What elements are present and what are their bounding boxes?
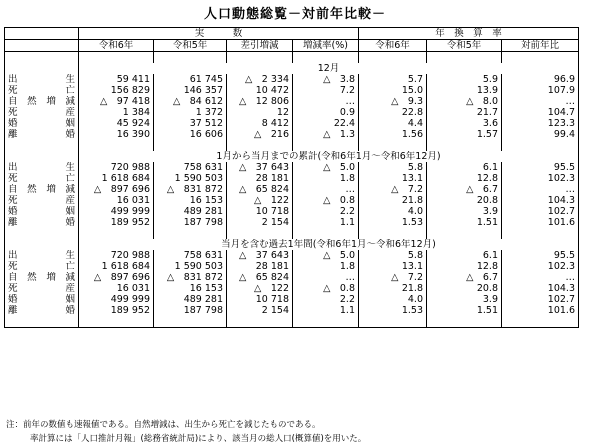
table-cell: 102.7 — [502, 294, 579, 305]
table-cell: 21.7 — [427, 107, 502, 118]
table-cell: △ 0.8 — [293, 283, 359, 294]
table-cell: 758 631 — [154, 162, 227, 173]
row-label — [5, 96, 79, 107]
table-cell: △ 84 612 — [154, 96, 227, 107]
spacer-cell — [427, 316, 502, 328]
table-row — [5, 206, 579, 217]
table-cell: 1 384 — [79, 107, 154, 118]
table-cell: △ 65 824 — [227, 272, 293, 283]
table-cell: 5.9 — [427, 74, 502, 85]
row-label-text: 出 生 — [8, 162, 75, 173]
table-cell: 2 154 — [227, 217, 293, 228]
table-cell: 12.8 — [427, 261, 502, 272]
table-cell: △ 216 — [227, 129, 293, 140]
table-row — [5, 283, 579, 294]
table-cell: 1 590 503 — [154, 173, 227, 184]
table-cell: 28 181 — [227, 173, 293, 184]
table-cell: 1.57 — [427, 129, 502, 140]
table-cell: △ 5.0 — [293, 250, 359, 261]
table-cell: 21.8 — [359, 283, 427, 294]
table-cell: 102.3 — [502, 173, 579, 184]
row-label-text: 婚 姻 — [8, 118, 75, 129]
table-cell: 5.7 — [359, 74, 427, 85]
spacer-cell — [154, 52, 227, 64]
table-row — [5, 129, 579, 140]
table-cell: 0.9 — [293, 107, 359, 118]
spacer-cell — [427, 52, 502, 64]
table-row — [5, 85, 579, 96]
table-cell: … — [502, 184, 579, 195]
col-header: 令和6年 — [79, 40, 154, 52]
table-cell: 16 031 — [79, 283, 154, 294]
table-cell: 1.53 — [359, 217, 427, 228]
row-label — [5, 118, 79, 129]
spacer-cell — [227, 228, 293, 239]
table-cell: 59 411 — [79, 74, 154, 85]
vital-statistics-table — [4, 27, 579, 328]
table-cell: 3.6 — [427, 118, 502, 129]
table-row — [5, 195, 579, 206]
table-cell: 720 988 — [79, 162, 154, 173]
table-cell: 489 281 — [154, 206, 227, 217]
table-cell: 13.9 — [427, 85, 502, 96]
row-label — [5, 74, 79, 85]
table-cell: 104.7 — [502, 107, 579, 118]
row-label-text: 死 亡 — [8, 261, 75, 272]
table-cell: 12 — [227, 107, 293, 118]
table-cell: △ 897 696 — [79, 272, 154, 283]
col-header: 差引増減 — [227, 40, 293, 52]
table-cell: 1.8 — [293, 261, 359, 272]
table-row — [5, 118, 579, 129]
header-group-rate: 年 換 算 率 — [359, 28, 579, 40]
row-label-text: 離 婚 — [8, 217, 75, 228]
row-label — [5, 217, 79, 228]
table-cell: 4.0 — [359, 206, 427, 217]
table-cell: 2.2 — [293, 294, 359, 305]
spacer-cell — [79, 140, 154, 151]
col-header: 対前年比 — [502, 40, 579, 52]
row-label-text: 死 亡 — [8, 85, 75, 96]
section-title: 当月を含む過去1年間(令和6年1月～令和6年12月) — [79, 239, 579, 250]
table-cell: △ 7.2 — [359, 184, 427, 195]
row-label-text: 死 亡 — [8, 173, 75, 184]
table-cell: 95.5 — [502, 250, 579, 261]
row-label — [5, 184, 79, 195]
spacer-cell — [154, 316, 227, 328]
table-cell: 7.2 — [293, 85, 359, 96]
table-row — [5, 250, 579, 261]
spacer-cell — [293, 52, 359, 64]
table-cell: 8 412 — [227, 118, 293, 129]
table-row — [5, 217, 579, 228]
table-cell: 187 798 — [154, 217, 227, 228]
row-label-text: 離 婚 — [8, 129, 75, 140]
table-cell: 10 718 — [227, 206, 293, 217]
table-cell: △ 897 696 — [79, 184, 154, 195]
col-header: 令和5年 — [154, 40, 227, 52]
header-corner-lower — [5, 40, 79, 52]
table-cell: 13.1 — [359, 173, 427, 184]
table-cell: △ 12 806 — [227, 96, 293, 107]
spacer-cell — [5, 316, 79, 328]
table-cell: 107.9 — [502, 85, 579, 96]
table-cell: 101.6 — [502, 305, 579, 316]
table-cell: 10 472 — [227, 85, 293, 96]
table-cell: 1 372 — [154, 107, 227, 118]
table-cell: 123.3 — [502, 118, 579, 129]
footnote: 率計算には「人口推計月報」(総務省統計局)により、該当月の総人口(概算値)を用いた。 — [30, 434, 367, 444]
table-cell: … — [502, 96, 579, 107]
row-label — [5, 85, 79, 96]
row-label — [5, 162, 79, 173]
col-header: 令和6年 — [359, 40, 427, 52]
table-cell: 95.5 — [502, 162, 579, 173]
table-cell: 4.4 — [359, 118, 427, 129]
spacer-cell — [359, 140, 427, 151]
table-cell: 3.9 — [427, 294, 502, 305]
spacer-cell — [293, 140, 359, 151]
table-cell: 5.8 — [359, 250, 427, 261]
table-cell: 104.3 — [502, 283, 579, 294]
spacer-cell — [5, 228, 79, 239]
row-label-text: 婚 姻 — [8, 294, 75, 305]
table-cell: … — [293, 96, 359, 107]
spacer-cell — [293, 228, 359, 239]
table-cell: 22.8 — [359, 107, 427, 118]
table-cell: 720 988 — [79, 250, 154, 261]
section-title-label-cell — [5, 151, 79, 162]
row-label-text: 出 生 — [8, 74, 75, 85]
spacer-cell — [154, 228, 227, 239]
table-cell: △ 831 872 — [154, 272, 227, 283]
table-cell: 12.8 — [427, 173, 502, 184]
table-cell: 758 631 — [154, 250, 227, 261]
spacer-cell — [5, 140, 79, 151]
spacer-cell — [502, 140, 579, 151]
table-cell: 156 829 — [79, 85, 154, 96]
table-cell: 1 618 684 — [79, 261, 154, 272]
row-label — [5, 250, 79, 261]
table-cell: 2.2 — [293, 206, 359, 217]
table-cell: △ 6.7 — [427, 184, 502, 195]
table-cell: △ 122 — [227, 195, 293, 206]
spacer-cell — [293, 316, 359, 328]
spacer-cell — [359, 52, 427, 64]
table-cell: 15.0 — [359, 85, 427, 96]
row-label — [5, 294, 79, 305]
table-cell: 1 618 684 — [79, 173, 154, 184]
table-cell: 1.1 — [293, 217, 359, 228]
row-label — [5, 261, 79, 272]
table-cell: 16 031 — [79, 195, 154, 206]
table-cell: △ 9.3 — [359, 96, 427, 107]
table-row — [5, 184, 579, 195]
table-cell: 102.3 — [502, 261, 579, 272]
table-cell: 22.4 — [293, 118, 359, 129]
row-label-text: 離 婚 — [8, 305, 75, 316]
row-label — [5, 195, 79, 206]
row-label-text: 出 生 — [8, 250, 75, 261]
row-label-text: 死 産 — [8, 107, 75, 118]
table-cell: 102.7 — [502, 206, 579, 217]
table-cell: 4.0 — [359, 294, 427, 305]
table-cell: 99.4 — [502, 129, 579, 140]
table-cell: 6.1 — [427, 162, 502, 173]
table-cell: 1.53 — [359, 305, 427, 316]
row-label-text: 自 然 増 減 — [8, 96, 75, 107]
table-cell: 16 153 — [154, 195, 227, 206]
spacer-cell — [227, 316, 293, 328]
table-cell: 189 952 — [79, 305, 154, 316]
table-cell: 1.1 — [293, 305, 359, 316]
row-label-text: 自 然 増 減 — [8, 272, 75, 283]
table-cell: △ 65 824 — [227, 184, 293, 195]
footnotes — [6, 418, 366, 446]
table-cell: 1.8 — [293, 173, 359, 184]
spacer-cell — [502, 228, 579, 239]
table-cell: 1 590 503 — [154, 261, 227, 272]
table-cell: 189 952 — [79, 217, 154, 228]
row-label-text: 自 然 増 減 — [8, 184, 75, 195]
row-label-text: 婚 姻 — [8, 206, 75, 217]
table-cell: △ 1.3 — [293, 129, 359, 140]
table-row — [5, 305, 579, 316]
table-cell: 5.8 — [359, 162, 427, 173]
spacer-cell — [5, 52, 79, 64]
spacer-cell — [359, 228, 427, 239]
table-cell: △ 97 418 — [79, 96, 154, 107]
row-label-text: 死 産 — [8, 195, 75, 206]
table-cell: △ 7.2 — [359, 272, 427, 283]
spacer-cell — [79, 228, 154, 239]
table-cell: 37 512 — [154, 118, 227, 129]
footnote: 注：前年の数値も速報値である。自然増減は、出生から死亡を減じたものである。 — [6, 420, 321, 430]
spacer-cell — [79, 52, 154, 64]
table-cell: … — [293, 272, 359, 283]
table-cell: △ 3.8 — [293, 74, 359, 85]
table-cell: △ 37 643 — [227, 250, 293, 261]
table-cell: 16 606 — [154, 129, 227, 140]
table-cell: △ 5.0 — [293, 162, 359, 173]
row-label — [5, 283, 79, 294]
header-group-actual: 実 数 — [79, 28, 359, 40]
table-cell: △ 0.8 — [293, 195, 359, 206]
header-corner — [5, 28, 79, 40]
table-cell: △ 831 872 — [154, 184, 227, 195]
table-cell: △ 6.7 — [427, 272, 502, 283]
table-cell: 101.6 — [502, 217, 579, 228]
table-cell: 10 718 — [227, 294, 293, 305]
table-cell: 6.1 — [427, 250, 502, 261]
spacer-cell — [227, 52, 293, 64]
table-cell: 16 153 — [154, 283, 227, 294]
table-cell: 499 999 — [79, 294, 154, 305]
table-cell: 16 390 — [79, 129, 154, 140]
table-cell: 146 357 — [154, 85, 227, 96]
table-cell: 20.8 — [427, 283, 502, 294]
table-row — [5, 272, 579, 283]
table-cell: … — [293, 184, 359, 195]
table-cell: 187 798 — [154, 305, 227, 316]
spacer-cell — [427, 140, 502, 151]
spacer-cell — [227, 140, 293, 151]
row-label — [5, 305, 79, 316]
table-row — [5, 261, 579, 272]
table-cell: 499 999 — [79, 206, 154, 217]
section-title: 1月から当月までの累計(令和6年1月～令和6年12月) — [79, 151, 579, 162]
table-cell: 20.8 — [427, 195, 502, 206]
table-cell: 2 154 — [227, 305, 293, 316]
table-cell: 3.9 — [427, 206, 502, 217]
spacer-cell — [502, 52, 579, 64]
row-label-text: 死 産 — [8, 283, 75, 294]
table-cell: … — [502, 272, 579, 283]
spacer-cell — [154, 140, 227, 151]
table-cell: 96.9 — [502, 74, 579, 85]
table-row — [5, 173, 579, 184]
section-title: 12月 — [79, 63, 579, 74]
table-cell: 45 924 — [79, 118, 154, 129]
table-cell: 21.8 — [359, 195, 427, 206]
table-cell: 61 745 — [154, 74, 227, 85]
row-label — [5, 129, 79, 140]
table-cell: 104.3 — [502, 195, 579, 206]
table-cell: 1.51 — [427, 305, 502, 316]
row-label — [5, 206, 79, 217]
col-header: 増減率(%) — [293, 40, 359, 52]
row-label — [5, 107, 79, 118]
table-cell: 489 281 — [154, 294, 227, 305]
table-row — [5, 162, 579, 173]
table-cell: 1.51 — [427, 217, 502, 228]
spacer-cell — [79, 316, 154, 328]
table-cell: △ 8.0 — [427, 96, 502, 107]
table-cell: △ 2 334 — [227, 74, 293, 85]
table-row — [5, 107, 579, 118]
col-header: 令和5年 — [427, 40, 502, 52]
table-cell: △ 122 — [227, 283, 293, 294]
row-label — [5, 173, 79, 184]
table-cell: 28 181 — [227, 261, 293, 272]
table-cell: 13.1 — [359, 261, 427, 272]
table-row — [5, 74, 579, 85]
row-label — [5, 272, 79, 283]
table-row — [5, 96, 579, 107]
table-row — [5, 294, 579, 305]
spacer-cell — [427, 228, 502, 239]
section-title-label-cell — [5, 239, 79, 250]
spacer-cell — [502, 316, 579, 328]
page-title: 人口動態総覧－対前年比較－ — [203, 7, 386, 22]
section-title-label-cell — [5, 63, 79, 74]
table-cell: 1.56 — [359, 129, 427, 140]
table-cell: △ 37 643 — [227, 162, 293, 173]
spacer-cell — [359, 316, 427, 328]
